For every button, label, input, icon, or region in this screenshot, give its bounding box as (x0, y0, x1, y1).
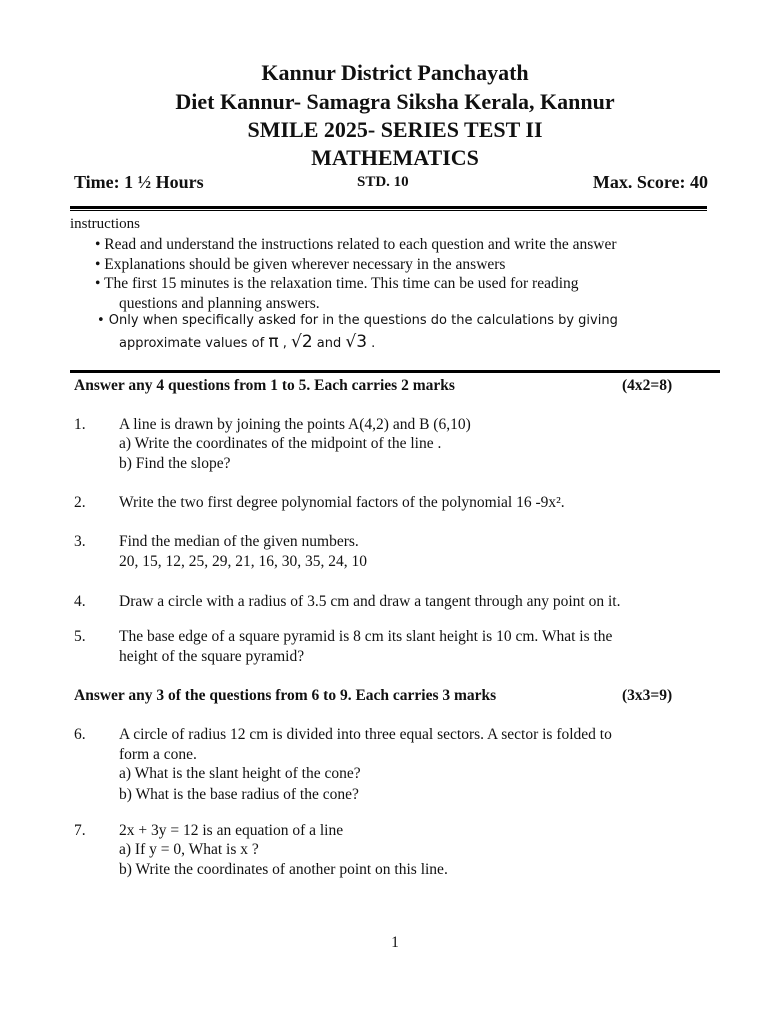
instructions-divider (70, 370, 720, 373)
instruction-item: • Read and understand the instructions related to each question and write the answer (95, 236, 617, 253)
exam-time: Time: 1 ½ Hours (74, 172, 204, 192)
question-number: 4. (74, 593, 86, 610)
question-text: b) Find the slope? (119, 455, 231, 472)
instruction-item: • Explanations should be given wherever necessary in the answers (95, 256, 506, 273)
exam-max-score: Max. Score: 40 (592, 172, 708, 192)
question-text: A circle of radius 12 cm is divided into three equal sectors. A sector is folded to (119, 726, 612, 743)
question-text: a) What is the slant height of the cone? (119, 765, 361, 782)
question-number: 3. (74, 533, 86, 550)
question-text: Draw a circle with a radius of 3.5 cm and draw a tangent through any point on it. (119, 593, 621, 610)
instruction-item: • The first 15 minutes is the relaxation time. This time can be used for reading (95, 275, 579, 292)
question-text: Write the two first degree polynomial factors of the polynomial 16 -9x². (119, 494, 565, 511)
instructions-heading: instructions (70, 216, 140, 232)
page-number: 1 (391, 934, 399, 951)
question-number: 7. (74, 822, 86, 839)
approx-values-text: approximate values of (119, 336, 265, 351)
question-number: 2. (74, 494, 86, 511)
instruction-item: • Only when specifically asked for in the questions do the calculations by giving (97, 313, 618, 328)
section-1-marks: (4x2=8) (622, 377, 673, 394)
question-number: 6. (74, 726, 86, 743)
header-exam-title: SMILE 2025- SERIES TEST II (247, 117, 543, 142)
sqrt-3-symbol: √3 (345, 332, 368, 352)
period-text: . (367, 336, 376, 351)
question-text: A line is drawn by joining the points A(4,2) and B (6,10) (119, 416, 471, 433)
question-text: form a cone. (119, 746, 197, 763)
question-number: 5. (74, 628, 86, 645)
header-institution: Diet Kannur- Samagra Siksha Kerala, Kannur (175, 89, 615, 114)
question-text: 20, 15, 12, 25, 29, 21, 16, 30, 35, 24, 10 (119, 553, 367, 570)
section-1-heading: Answer any 4 questions from 1 to 5. Each carries 2 marks (74, 377, 455, 394)
pi-symbol: π (268, 332, 279, 352)
question-text: 2x + 3y = 12 is an equation of a line (119, 822, 344, 839)
exam-standard: STD. 10 (357, 174, 409, 190)
question-text: Find the median of the given numbers. (119, 533, 359, 550)
header-district: Kannur District Panchayath (261, 60, 529, 85)
header-divider-thin (70, 210, 707, 211)
section-2-marks: (3x3=9) (622, 687, 673, 704)
question-text: The base edge of a square pyramid is 8 cm its slant height is 10 cm. What is the (119, 628, 613, 645)
question-number: 1. (74, 416, 86, 433)
instruction-item-continued (119, 332, 375, 352)
header-subject: MATHEMATICS (311, 145, 479, 170)
question-text: b) What is the base radius of the cone? (119, 786, 359, 803)
comma-separator: , (278, 336, 287, 351)
instruction-item-continued: questions and planning answers. (119, 295, 320, 312)
header-divider (70, 206, 707, 209)
section-2-heading: Answer any 3 of the questions from 6 to 9. Each carries 3 marks (74, 687, 497, 704)
question-text: a) Write the coordinates of the midpoint of the line . (119, 435, 442, 452)
and-text: and (312, 336, 342, 351)
question-text: height of the square pyramid? (119, 648, 305, 665)
sqrt-2-symbol: √2 (291, 332, 313, 352)
question-text: a) If y = 0, What is x ? (119, 841, 259, 858)
question-text: b) Write the coordinates of another point on this line. (119, 861, 448, 878)
